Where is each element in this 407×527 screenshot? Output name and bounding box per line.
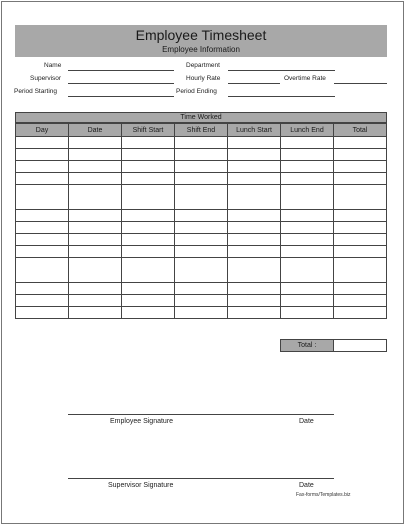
table-cell[interactable] xyxy=(122,137,175,149)
total-label: Total : xyxy=(280,339,334,352)
table-cell[interactable] xyxy=(175,258,228,283)
table-cell[interactable] xyxy=(16,185,69,210)
table-cell[interactable] xyxy=(334,173,387,185)
supervisor-label: Supervisor xyxy=(30,75,62,82)
time-worked-rows xyxy=(16,137,387,319)
table-cell[interactable] xyxy=(281,307,334,319)
table-row xyxy=(16,137,387,149)
footer-text: Fax-forms/Templates.biz xyxy=(296,492,351,498)
table-cell[interactable] xyxy=(281,149,334,161)
table-cell[interactable] xyxy=(122,149,175,161)
table-cell[interactable] xyxy=(334,137,387,149)
table-cell[interactable] xyxy=(175,234,228,246)
supervisor-field[interactable] xyxy=(68,83,174,84)
table-cell[interactable] xyxy=(16,210,69,222)
supervisor-signature-line[interactable] xyxy=(68,478,334,479)
department-label: Department xyxy=(186,62,220,69)
table-row xyxy=(16,149,387,161)
name-label: Name xyxy=(44,62,62,69)
table-cell[interactable] xyxy=(16,149,69,161)
table-cell[interactable] xyxy=(334,161,387,173)
table-cell[interactable] xyxy=(334,234,387,246)
overtime-rate-label: Overtime Rate xyxy=(284,75,326,82)
table-row xyxy=(16,258,387,283)
table-row xyxy=(16,283,387,295)
table-cell[interactable] xyxy=(175,137,228,149)
table-cell[interactable] xyxy=(16,283,69,295)
employee-signature-line[interactable] xyxy=(68,414,334,415)
period-starting-label: Period Starting xyxy=(14,88,57,95)
col-day: Day xyxy=(16,124,69,137)
period-ending-field[interactable] xyxy=(228,96,335,97)
table-cell[interactable] xyxy=(228,210,281,222)
table-cell[interactable] xyxy=(334,283,387,295)
employee-date-label: Date xyxy=(299,418,314,425)
table-cell[interactable] xyxy=(69,234,122,246)
table-cell[interactable] xyxy=(334,185,387,210)
table-cell[interactable] xyxy=(16,161,69,173)
table-cell[interactable] xyxy=(281,295,334,307)
employee-signature-label: Employee Signature xyxy=(110,418,174,425)
table-cell[interactable] xyxy=(16,246,69,258)
table-cell[interactable] xyxy=(16,173,69,185)
table-row xyxy=(16,234,387,246)
table-row xyxy=(16,307,387,319)
table-cell[interactable] xyxy=(122,234,175,246)
col-lunch-start: Lunch Start xyxy=(228,124,281,137)
table-cell[interactable] xyxy=(228,149,281,161)
table-cell[interactable] xyxy=(175,283,228,295)
period-starting-field[interactable] xyxy=(68,96,174,97)
table-cell[interactable] xyxy=(175,149,228,161)
table-cell[interactable] xyxy=(228,173,281,185)
table-cell[interactable] xyxy=(334,258,387,283)
column-header-row xyxy=(16,124,387,137)
table-cell[interactable] xyxy=(69,149,122,161)
table-cell[interactable] xyxy=(122,185,175,210)
table-cell[interactable] xyxy=(69,283,122,295)
table-cell[interactable] xyxy=(281,258,334,283)
table-cell[interactable] xyxy=(281,283,334,295)
table-cell[interactable] xyxy=(16,295,69,307)
table-cell[interactable] xyxy=(69,173,122,185)
col-date: Date xyxy=(69,124,122,137)
table-cell[interactable] xyxy=(122,246,175,258)
table-cell[interactable] xyxy=(16,258,69,283)
page-title: Employee Timesheet xyxy=(135,27,267,43)
table-row xyxy=(16,246,387,258)
period-ending-label: Period Ending xyxy=(176,88,217,95)
table-cell[interactable] xyxy=(16,234,69,246)
table-cell[interactable] xyxy=(69,210,122,222)
table-cell[interactable] xyxy=(281,246,334,258)
table-cell[interactable] xyxy=(281,161,334,173)
department-field[interactable] xyxy=(228,70,335,71)
col-total: Total xyxy=(334,124,387,137)
table-cell[interactable] xyxy=(69,161,122,173)
overtime-rate-field[interactable] xyxy=(334,83,387,84)
table-cell[interactable] xyxy=(16,137,69,149)
table-cell[interactable] xyxy=(69,222,122,234)
table-cell[interactable] xyxy=(122,161,175,173)
table-cell[interactable] xyxy=(228,246,281,258)
table-cell[interactable] xyxy=(69,307,122,319)
table-cell[interactable] xyxy=(16,307,69,319)
table-cell[interactable] xyxy=(175,185,228,210)
table-cell[interactable] xyxy=(175,246,228,258)
table-cell[interactable] xyxy=(122,210,175,222)
name-field[interactable] xyxy=(68,70,174,71)
table-cell[interactable] xyxy=(175,173,228,185)
table-cell[interactable] xyxy=(122,222,175,234)
table-cell[interactable] xyxy=(228,222,281,234)
section-subtitle: Employee Information xyxy=(162,45,240,54)
table-row xyxy=(16,222,387,234)
table-cell[interactable] xyxy=(16,222,69,234)
table-row xyxy=(16,173,387,185)
table-cell[interactable] xyxy=(228,161,281,173)
table-cell[interactable] xyxy=(69,185,122,210)
table-cell[interactable] xyxy=(122,283,175,295)
table-cell[interactable] xyxy=(228,137,281,149)
table-cell[interactable] xyxy=(122,173,175,185)
table-cell[interactable] xyxy=(281,210,334,222)
table-cell[interactable] xyxy=(334,222,387,234)
table-cell[interactable] xyxy=(334,246,387,258)
hourly-rate-label: Hourly Rate xyxy=(186,75,221,82)
table-row xyxy=(16,295,387,307)
table-row xyxy=(16,185,387,210)
title-bar xyxy=(15,25,387,57)
table-cell[interactable] xyxy=(228,185,281,210)
table-cell[interactable] xyxy=(228,295,281,307)
table-cell[interactable] xyxy=(69,258,122,283)
col-shift-end: Shift End xyxy=(175,124,228,137)
time-worked-table xyxy=(15,123,387,319)
table-cell[interactable] xyxy=(281,234,334,246)
col-shift-start: Shift Start xyxy=(122,124,175,137)
table-row xyxy=(16,161,387,173)
table-cell[interactable] xyxy=(228,283,281,295)
table-cell[interactable] xyxy=(334,295,387,307)
table-cell[interactable] xyxy=(69,246,122,258)
table-cell[interactable] xyxy=(334,307,387,319)
table-cell[interactable] xyxy=(334,210,387,222)
table-cell[interactable] xyxy=(281,222,334,234)
supervisor-signature-label: Supervisor Signature xyxy=(108,482,174,489)
table-cell[interactable] xyxy=(175,161,228,173)
table-cell[interactable] xyxy=(281,185,334,210)
col-lunch-end: Lunch End xyxy=(281,124,334,137)
table-cell[interactable] xyxy=(281,173,334,185)
table-cell[interactable] xyxy=(69,137,122,149)
table-row xyxy=(16,210,387,222)
table-cell[interactable] xyxy=(175,210,228,222)
table-cell[interactable] xyxy=(122,307,175,319)
table-cell[interactable] xyxy=(281,137,334,149)
table-cell[interactable] xyxy=(122,258,175,283)
table-cell[interactable] xyxy=(175,307,228,319)
table-cell[interactable] xyxy=(69,295,122,307)
table-cell[interactable] xyxy=(122,295,175,307)
supervisor-date-label: Date xyxy=(299,482,314,489)
table-cell[interactable] xyxy=(228,234,281,246)
table-cell[interactable] xyxy=(175,222,228,234)
table-cell[interactable] xyxy=(175,295,228,307)
table-cell[interactable] xyxy=(228,307,281,319)
table-cell[interactable] xyxy=(228,258,281,283)
hourly-rate-field[interactable] xyxy=(228,83,280,84)
time-worked-header: Time Worked xyxy=(15,112,387,123)
total-value-field[interactable] xyxy=(333,339,387,352)
table-cell[interactable] xyxy=(334,149,387,161)
